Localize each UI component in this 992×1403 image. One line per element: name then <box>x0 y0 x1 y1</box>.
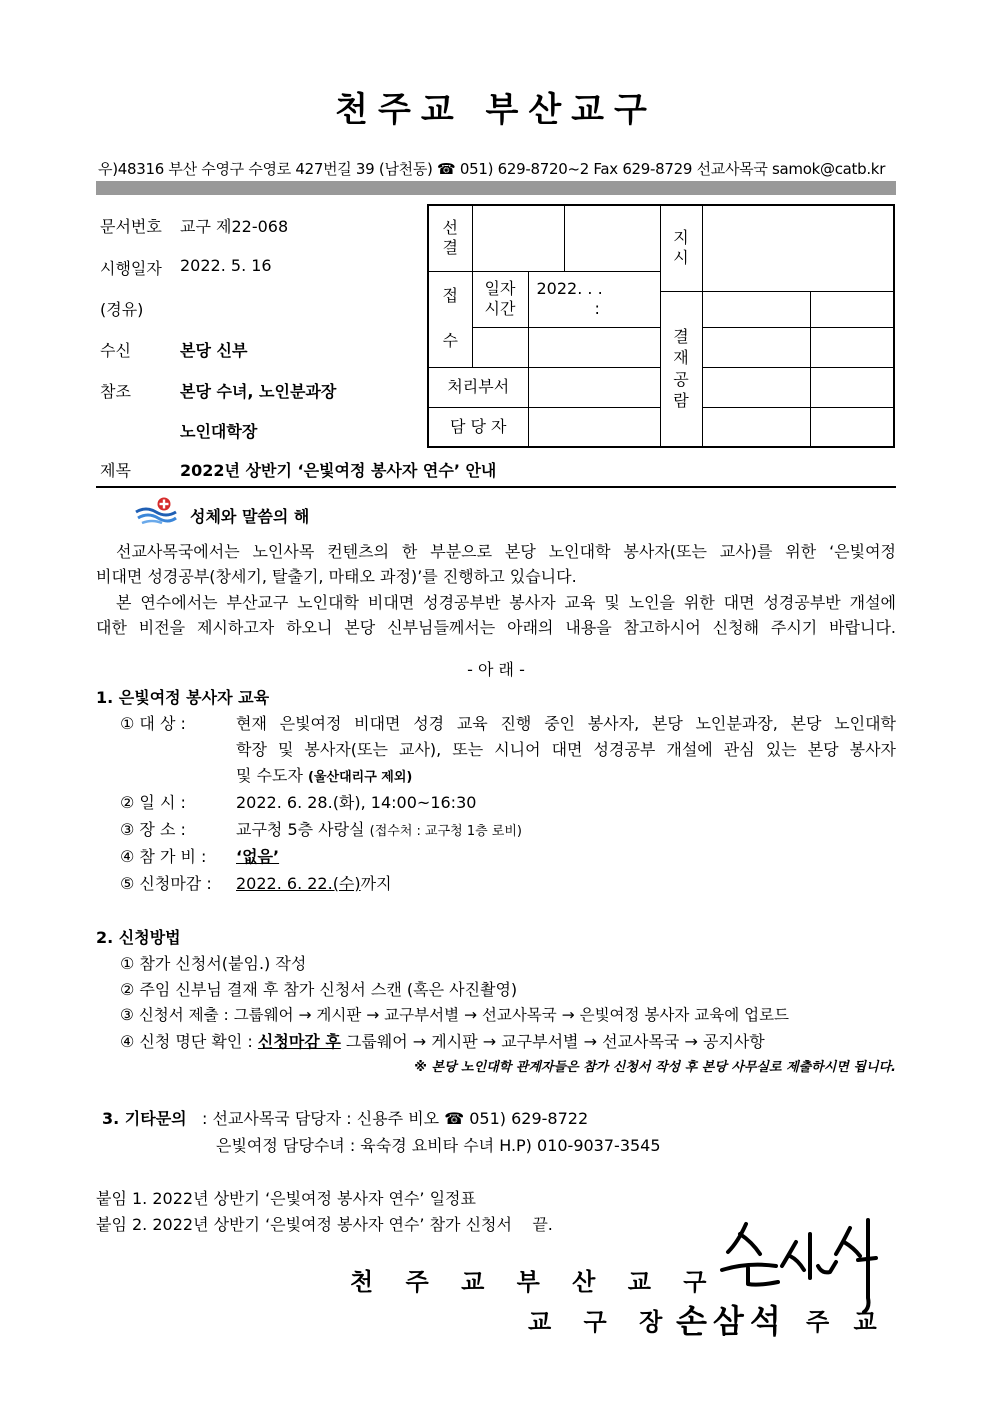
section-2-heading: 2. 신청방법 <box>96 928 181 947</box>
sender-address: 우)48316 부산 수영구 수영로 427번길 39 (남천동) ☎ 051) 629-8720~2 Fax 629-8729 선교사목국 samok@catb.kr <box>98 160 886 178</box>
header-divider <box>96 181 896 195</box>
where-label: ③ 장 소 : <box>120 820 186 839</box>
review-box-1a <box>702 291 810 327</box>
paragraph-2-line-1: 본 연수에서는 부산교구 노인대학 비대면 성경공부반 봉사자 교육 및 노인을 위한 대면 성경공부반 개설에 <box>116 593 896 612</box>
when-value: 2022. 6. 28.(화), 14:00~16:30 <box>236 793 477 812</box>
subject-divider <box>96 486 896 488</box>
review-box-3b <box>810 367 894 407</box>
paragraph-1-line-1: 선교사목국에서는 노인사목 컨텐츠의 한 부분으로 본당 노인대학 봉사자(또는 교사)를 위한 ‘은빛여정 <box>116 542 896 561</box>
date-label: 시행일자 <box>100 259 162 278</box>
review-box-4b <box>810 407 894 447</box>
contact-line-2: 은빛여정 담당수녀 : 육숙경 요비타 수녀 H.P) 010-9037-3545 <box>216 1136 661 1155</box>
review-box-4a <box>702 407 810 447</box>
bishop-signature <box>718 1212 894 1322</box>
review-box-2a <box>702 327 810 367</box>
deadline-value: 2022. 6. 22.(수)까지 <box>236 874 392 893</box>
issuer-name: 손삼석 <box>676 1302 787 1340</box>
where-value: 교구청 5층 사랑실 (접수처 : 교구청 1층 로비) <box>236 820 522 839</box>
person-label-cell: 담 당 자 <box>428 407 528 447</box>
fee-label: ④ 참 가 비 : <box>120 847 207 866</box>
jeop-su-cell: 접 수 <box>428 271 472 367</box>
approval-box-2 <box>564 205 660 271</box>
attachment-1: 붙임 1. 2022년 상반기 ‘은빛여정 봉사자 연수’ 일정표 <box>96 1189 476 1208</box>
when-label: ② 일 시 : <box>120 793 186 812</box>
issuer-title: 교 구 장 <box>528 1308 675 1336</box>
target-line-1: 현재 은빛여정 비대면 성경 교육 진행 중인 봉사자, 본당 노인분과장, 본당 노인대학 <box>236 714 896 733</box>
doc-no-label: 문서번호 <box>100 217 162 236</box>
issuer-org: 천 주 교 부 산 교 구 <box>350 1268 719 1296</box>
target-note: (울산대리구 제외) <box>308 770 413 785</box>
via-label: (경유) <box>100 300 144 319</box>
ji-si-cell: 지 시 <box>660 205 702 291</box>
target-line-3: 및 수도자 (울산대리구 제외) <box>236 766 413 785</box>
review-box-1b <box>810 291 894 327</box>
section-1-heading: 1. 은빛여정 봉사자 교육 <box>96 688 270 707</box>
ref-line-2: 노인대학장 <box>180 422 258 441</box>
section-3-heading: 3. 기타문의 <box>102 1109 187 1128</box>
target-label: ① 대 상 : <box>120 714 186 733</box>
receipt-box-a <box>472 327 528 367</box>
document-title: 천주교 부산교구 <box>335 90 657 130</box>
dept-label-cell: 처리부서 <box>428 367 528 407</box>
diocese-wave-cross-icon <box>134 496 178 526</box>
subject: 2022년 상반기 ‘은빛여정 봉사자 연수’ 안내 <box>180 461 497 480</box>
target-line-2: 학장 및 봉사자(또는 교사), 또는 시니어 대면 성경공부 개설에 관심 있는 본당 봉사자 <box>236 740 896 759</box>
where-note: (접수처 : 교구청 1층 로비) <box>369 824 522 839</box>
end-mark: 끝. <box>532 1215 553 1234</box>
issue-date: 2022. 5. 16 <box>180 256 272 275</box>
paragraph-2-line-2: 대한 비전을 제시하고자 하오니 본당 신부님들께서는 아래의 내용을 참고하시어 신청해 주시기 바랍니다. <box>96 618 896 637</box>
instruction-box <box>702 205 894 291</box>
contact-line-1: : 선교사목국 담당자 : 신용주 비오 ☎ 051) 629-8722 <box>202 1109 589 1128</box>
dept-value-cell <box>528 367 660 407</box>
doc-no: 교구 제22-068 <box>180 217 289 236</box>
year-motto: 성체와 말씀의 해 <box>190 507 310 526</box>
step-2: ② 주임 신부님 결재 후 참가 신청서 스캔 (혹은 사진촬영) <box>120 980 518 999</box>
approval-table <box>427 204 895 448</box>
step-1: ① 참가 신청서(붙임.) 작성 <box>120 954 307 973</box>
ref-line-1: 본당 수녀, 노인분과장 <box>180 382 337 401</box>
step-3: ③ 신청서 제출 : 그룹웨어 → 게시판 → 교구부서별 → 선교사목국 → 은빛여정 봉사자 교육에 업로드 <box>120 1006 790 1024</box>
gyeoljae-gongram-cell: 결 재 공 람 <box>660 291 702 447</box>
recipient-label: 수신 <box>100 341 131 360</box>
approval-box-1 <box>472 205 564 271</box>
seon-gyeol-cell: 선 결 <box>428 205 472 271</box>
submission-note: ※ 본당 노인대학 관계자들은 참가 신청서 작성 후 본당 사무실로 제출하시면 됩니다. <box>414 1060 896 1075</box>
recipient: 본당 신부 <box>180 341 248 360</box>
receipt-box-b <box>528 327 660 367</box>
paragraph-1-line-2: 비대면 성경공부(창세기, 탈출기, 마태오 과정)’를 진행하고 있습니다. <box>96 567 577 586</box>
attachment-2: 붙임 2. 2022년 상반기 ‘은빛여정 봉사자 연수’ 참가 신청서 끝. <box>96 1215 553 1234</box>
ref-label: 참조 <box>100 382 131 401</box>
subject-label: 제목 <box>100 461 131 480</box>
date-time-blank-cell: 2022. . . : <box>528 271 660 327</box>
below-heading: - 아 래 - <box>467 660 525 679</box>
deadline-label: ⑤ 신청마감 : <box>120 874 212 893</box>
issuer-rank: 주 교 <box>806 1308 885 1336</box>
step-4: ④ 신청 명단 확인 : 신청마감 후 그룹웨어 → 게시판 → 교구부서별 → 선교사목국 → 공지사항 <box>120 1032 765 1051</box>
person-value-cell <box>528 407 660 447</box>
fee-value: ‘없음’ <box>236 847 280 866</box>
review-box-2b <box>810 327 894 367</box>
date-time-label-cell: 일자 시간 <box>472 271 528 327</box>
review-box-3a <box>702 367 810 407</box>
